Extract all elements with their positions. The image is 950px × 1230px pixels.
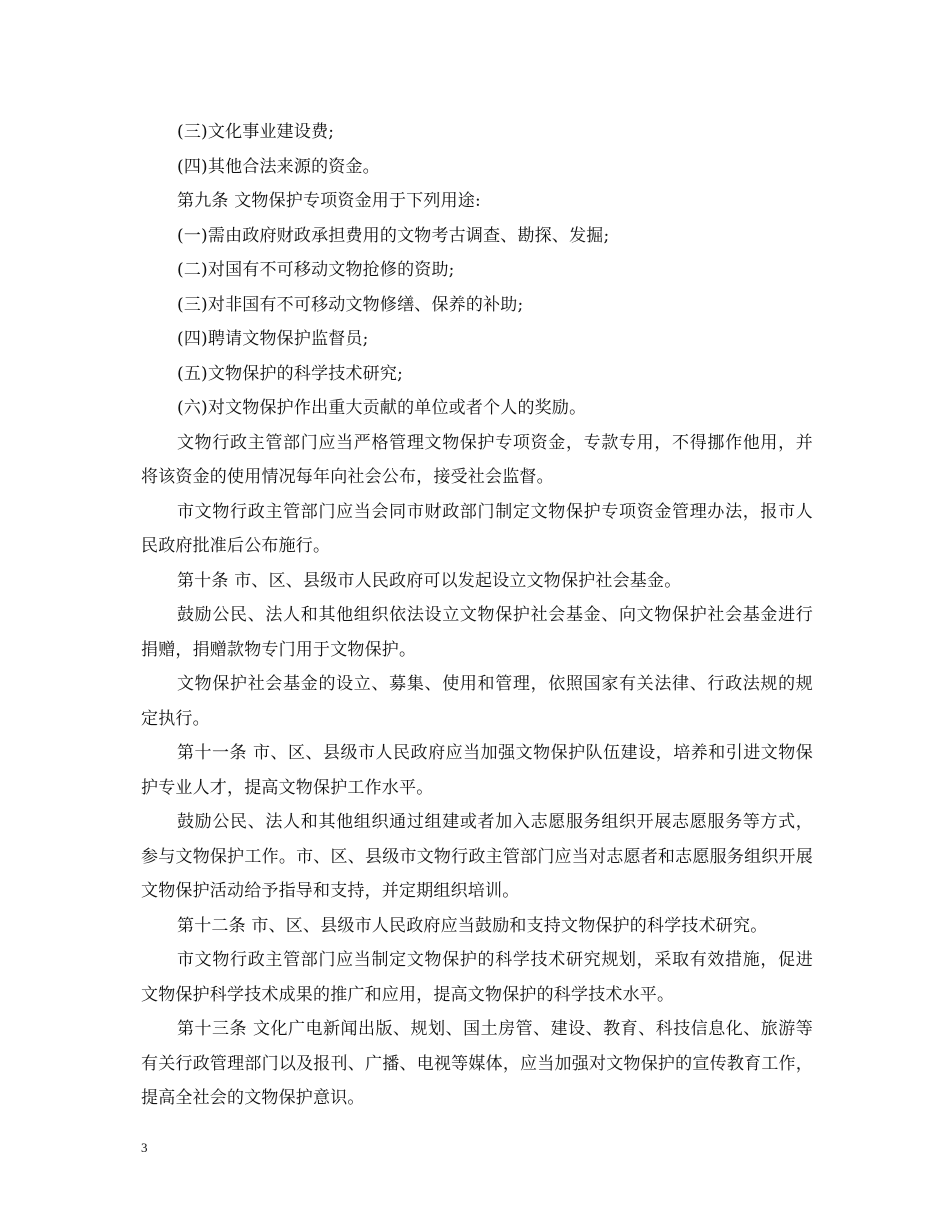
document-body: [141, 115, 813, 1116]
article-nine-heading: 第九条 文物保护专项资金用于下列用途:: [177, 191, 481, 211]
article-ten-heading: 第十条 市、区、县级市人民政府可以发起设立文物保护社会基金。: [177, 570, 682, 591]
article-thirteen-paragraph: 第十三条 文化广电新闻出版、规划、国土房管、建设、教育、科技信息化、旅游等有关行政管理部门以及报刊、广播、电视等媒体，应当加强对文物保护的宣传教育工作，提高全社会的文物保护意识。: [141, 1019, 813, 1108]
paragraph: 鼓励公民、法人和其他组织依法设立文物保护社会基金、向文物保护社会基金进行捐赠，捐赠款物专门用于文物保护。: [141, 605, 813, 660]
paragraph: 文物行政主管部门应当严格管理文物保护专项资金，专款专用，不得挪作他用，并将该资金的使用情况每年向社会公布，接受社会监督。: [141, 432, 813, 487]
page-number: 3: [141, 1140, 148, 1155]
paragraph: 鼓励公民、法人和其他组织通过组建或者加入志愿服务组织开展志愿服务等方式，参与文物保护工作。市、区、县级市文物行政主管部门应当对志愿者和志愿服务组织开展文物保护活动给予指导和支持，并定期组织培训。: [141, 812, 813, 901]
paragraph: (一)需由政府财政承担费用的文物考古调查、勘探、发掘;: [177, 225, 610, 246]
paragraph: (四)聘请文物保护监督员;: [177, 329, 369, 349]
paragraph: 市文物行政主管部门应当会同市财政部门制定文物保护专项资金管理办法，报市人民政府批准后公布施行。: [141, 501, 813, 556]
paragraph: (五)文物保护的科学技术研究;: [177, 363, 403, 384]
paragraph: (六)对文物保护作出重大贡献的单位或者个人的奖励。: [177, 398, 587, 418]
paragraph: 市文物行政主管部门应当制定文物保护的科学技术研究规划，采取有效措施，促进文物保护科学技术成果的推广和应用，提高文物保护的科学技术水平。: [141, 950, 813, 1005]
paragraph: 文物保护社会基金的设立、募集、使用和管理，依照国家有关法律、行政法规的规定执行。: [141, 674, 813, 729]
paragraph: (二)对国有不可移动文物抢修的资助;: [177, 260, 455, 280]
paragraph: (四)其他合法来源的资金。: [177, 156, 380, 177]
paragraph: (三)文化事业建设费;: [177, 122, 335, 142]
paragraph: (三)对非国有不可移动文物修缮、保养的补助;: [177, 294, 524, 315]
article-eleven-paragraph: 第十一条 市、区、县级市人民政府应当加强文物保护队伍建设，培养和引进文物保护专业人才，提高文物保护工作水平。: [141, 743, 813, 798]
article-twelve-paragraph: 第十二条 市、区、县级市人民政府应当鼓励和支持文物保护的科学技术研究。: [177, 915, 768, 936]
